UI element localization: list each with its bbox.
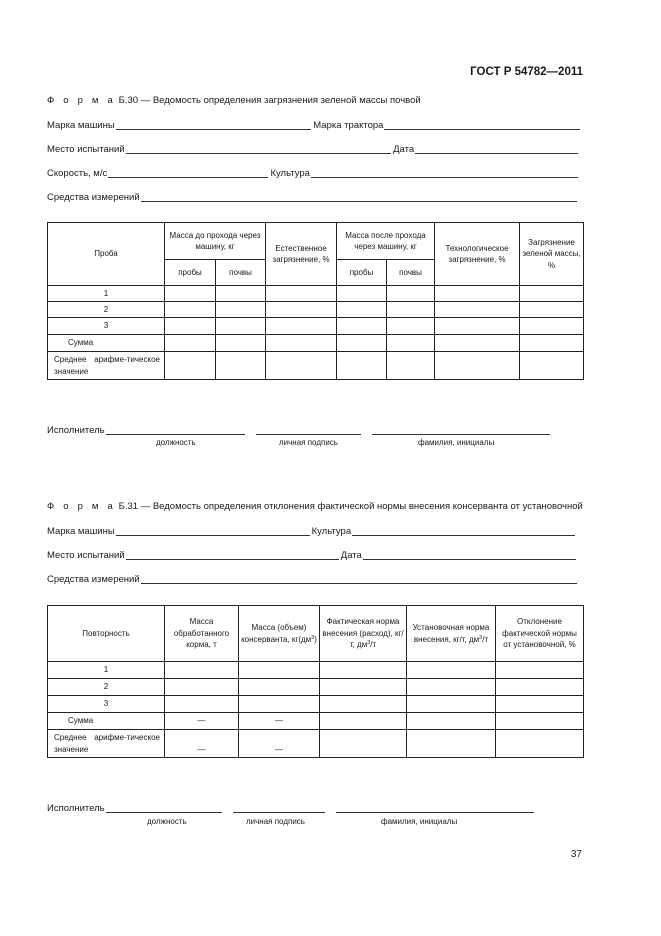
table-row [48,335,584,352]
table-row [48,662,584,679]
name-caption: фамилия, инициалы [381,817,458,826]
means-label: Средства измерений [47,192,140,203]
row-label: 3 [48,318,165,335]
form31-row-means [47,574,579,585]
row-label: Сумма [48,335,165,352]
form31-title-prefix: Ф о р м а [47,501,116,512]
table-row [48,713,584,730]
form31-header-row [48,606,584,662]
performer-label: Исполнитель [47,803,105,814]
means-label: Средства измерений [47,574,140,585]
name-line [336,803,534,813]
place-line [126,550,339,560]
crop-label: Культура [311,526,352,537]
dash-cell: — [165,713,239,730]
row-label: Сумма [48,713,165,730]
header-repeat: Повторность [48,606,165,662]
table-row [48,302,584,318]
table-row [48,352,584,380]
subheader-samples: пробы [165,260,216,286]
form30-title-text: Б.30 — Ведомость определения загрязнения зеленой массы почвой [118,95,421,106]
means-line [141,574,577,584]
form31-table [47,605,584,758]
dash-cell: — [239,730,320,758]
crop-line [352,526,575,536]
row-label: 1 [48,286,165,302]
machine-line [116,120,312,130]
tractor-line [384,120,580,130]
header-natural-contamination: Естественное загрязнение, % [266,223,337,286]
subheader-soil: почвы [387,260,435,286]
name-line [372,425,550,435]
form30-table [47,222,584,380]
form30-row-machine [47,120,582,131]
form30-title-prefix: Ф о р м а [47,95,116,106]
header-processed-mass: Масса обработанного корма, т [165,606,239,662]
sign-line [233,803,326,813]
form30-title [47,95,421,106]
form31-row-machine [47,526,577,537]
dash-cell: — [165,730,239,758]
subheader-samples: пробы [337,260,387,286]
machine-line [116,526,310,536]
date-label: Дата [393,144,415,155]
table-row [48,730,584,758]
position-caption: должность [147,817,187,826]
position-line [106,803,222,813]
row-label: 3 [48,696,165,713]
form30-row-means [47,192,579,203]
standard-number: ГОСТ Р 54782—2011 [470,66,583,78]
machine-label: Марка машины [47,120,115,131]
dash-cell: — [239,713,320,730]
header-actual-rate: Фактическая норма внесения (расход), кг/т, $дм^3/т$ [320,606,407,662]
form31-row-place [47,550,578,561]
name-caption: фамилия, инициалы [418,438,495,447]
form30-signature-row [47,425,552,436]
machine-label: Марка машины [47,526,115,537]
row-label-mean: Среднее арифме-тическое значение [48,352,165,380]
row-label-mean: Среднее арифме-тическое значение [48,730,165,758]
header-deviation: Отклонение фактической нормы от установочной, % [496,606,584,662]
speed-line [108,168,268,178]
header-mass-after: Масса после прохода через машину, кг [337,223,435,260]
crop-label: Культура [270,168,310,179]
row-label: 2 [48,302,165,318]
header-green-contamination: Загрязнение зеленой массы, % [520,223,584,286]
performer-label: Исполнитель [47,425,105,436]
sign-caption: личная подпись [279,438,338,447]
speed-label: Скорость, м/с [47,168,108,179]
place-label: Место испытаний [47,550,125,561]
means-line [141,192,577,202]
header-mass-before: Масса до прохода через машину, кг [165,223,266,260]
position-line [106,425,245,435]
form30-header-row [48,223,584,260]
subheader-soil: почвы [216,260,266,286]
position-caption: должность [156,438,196,447]
date-label: Дата [340,550,362,561]
place-label: Место испытаний [47,144,125,155]
place-line [126,144,391,154]
header-tech-contamination: Технологическое загрязнение, % [435,223,520,286]
form31-title-text: Б.31 — Ведомость определения отклонения фактической нормы внесения консерванта от установочной [118,501,583,512]
sign-caption: личная подпись [246,817,305,826]
form31-title [47,501,583,512]
crop-line [311,168,578,178]
table-row [48,318,584,335]
table-row [48,679,584,696]
header-sample: Проба [48,223,165,286]
header-set-rate: Установочная норма внесения, кг/т, $дм^3/т$ [407,606,496,662]
tractor-label: Марка трактора [313,120,384,131]
form30-row-speed [47,168,580,179]
form30-row-place [47,144,580,155]
table-row [48,696,584,713]
form31-signature-row [47,803,536,814]
page-number: 37 [570,849,582,860]
header-preservative-mass: Масса (объем) консерванта, $кг(дм^3)$ [239,606,320,662]
row-label: 2 [48,679,165,696]
sign-line [256,425,361,435]
date-line [363,550,576,560]
table-row [48,286,584,302]
date-line [415,144,578,154]
row-label: 1 [48,662,165,679]
